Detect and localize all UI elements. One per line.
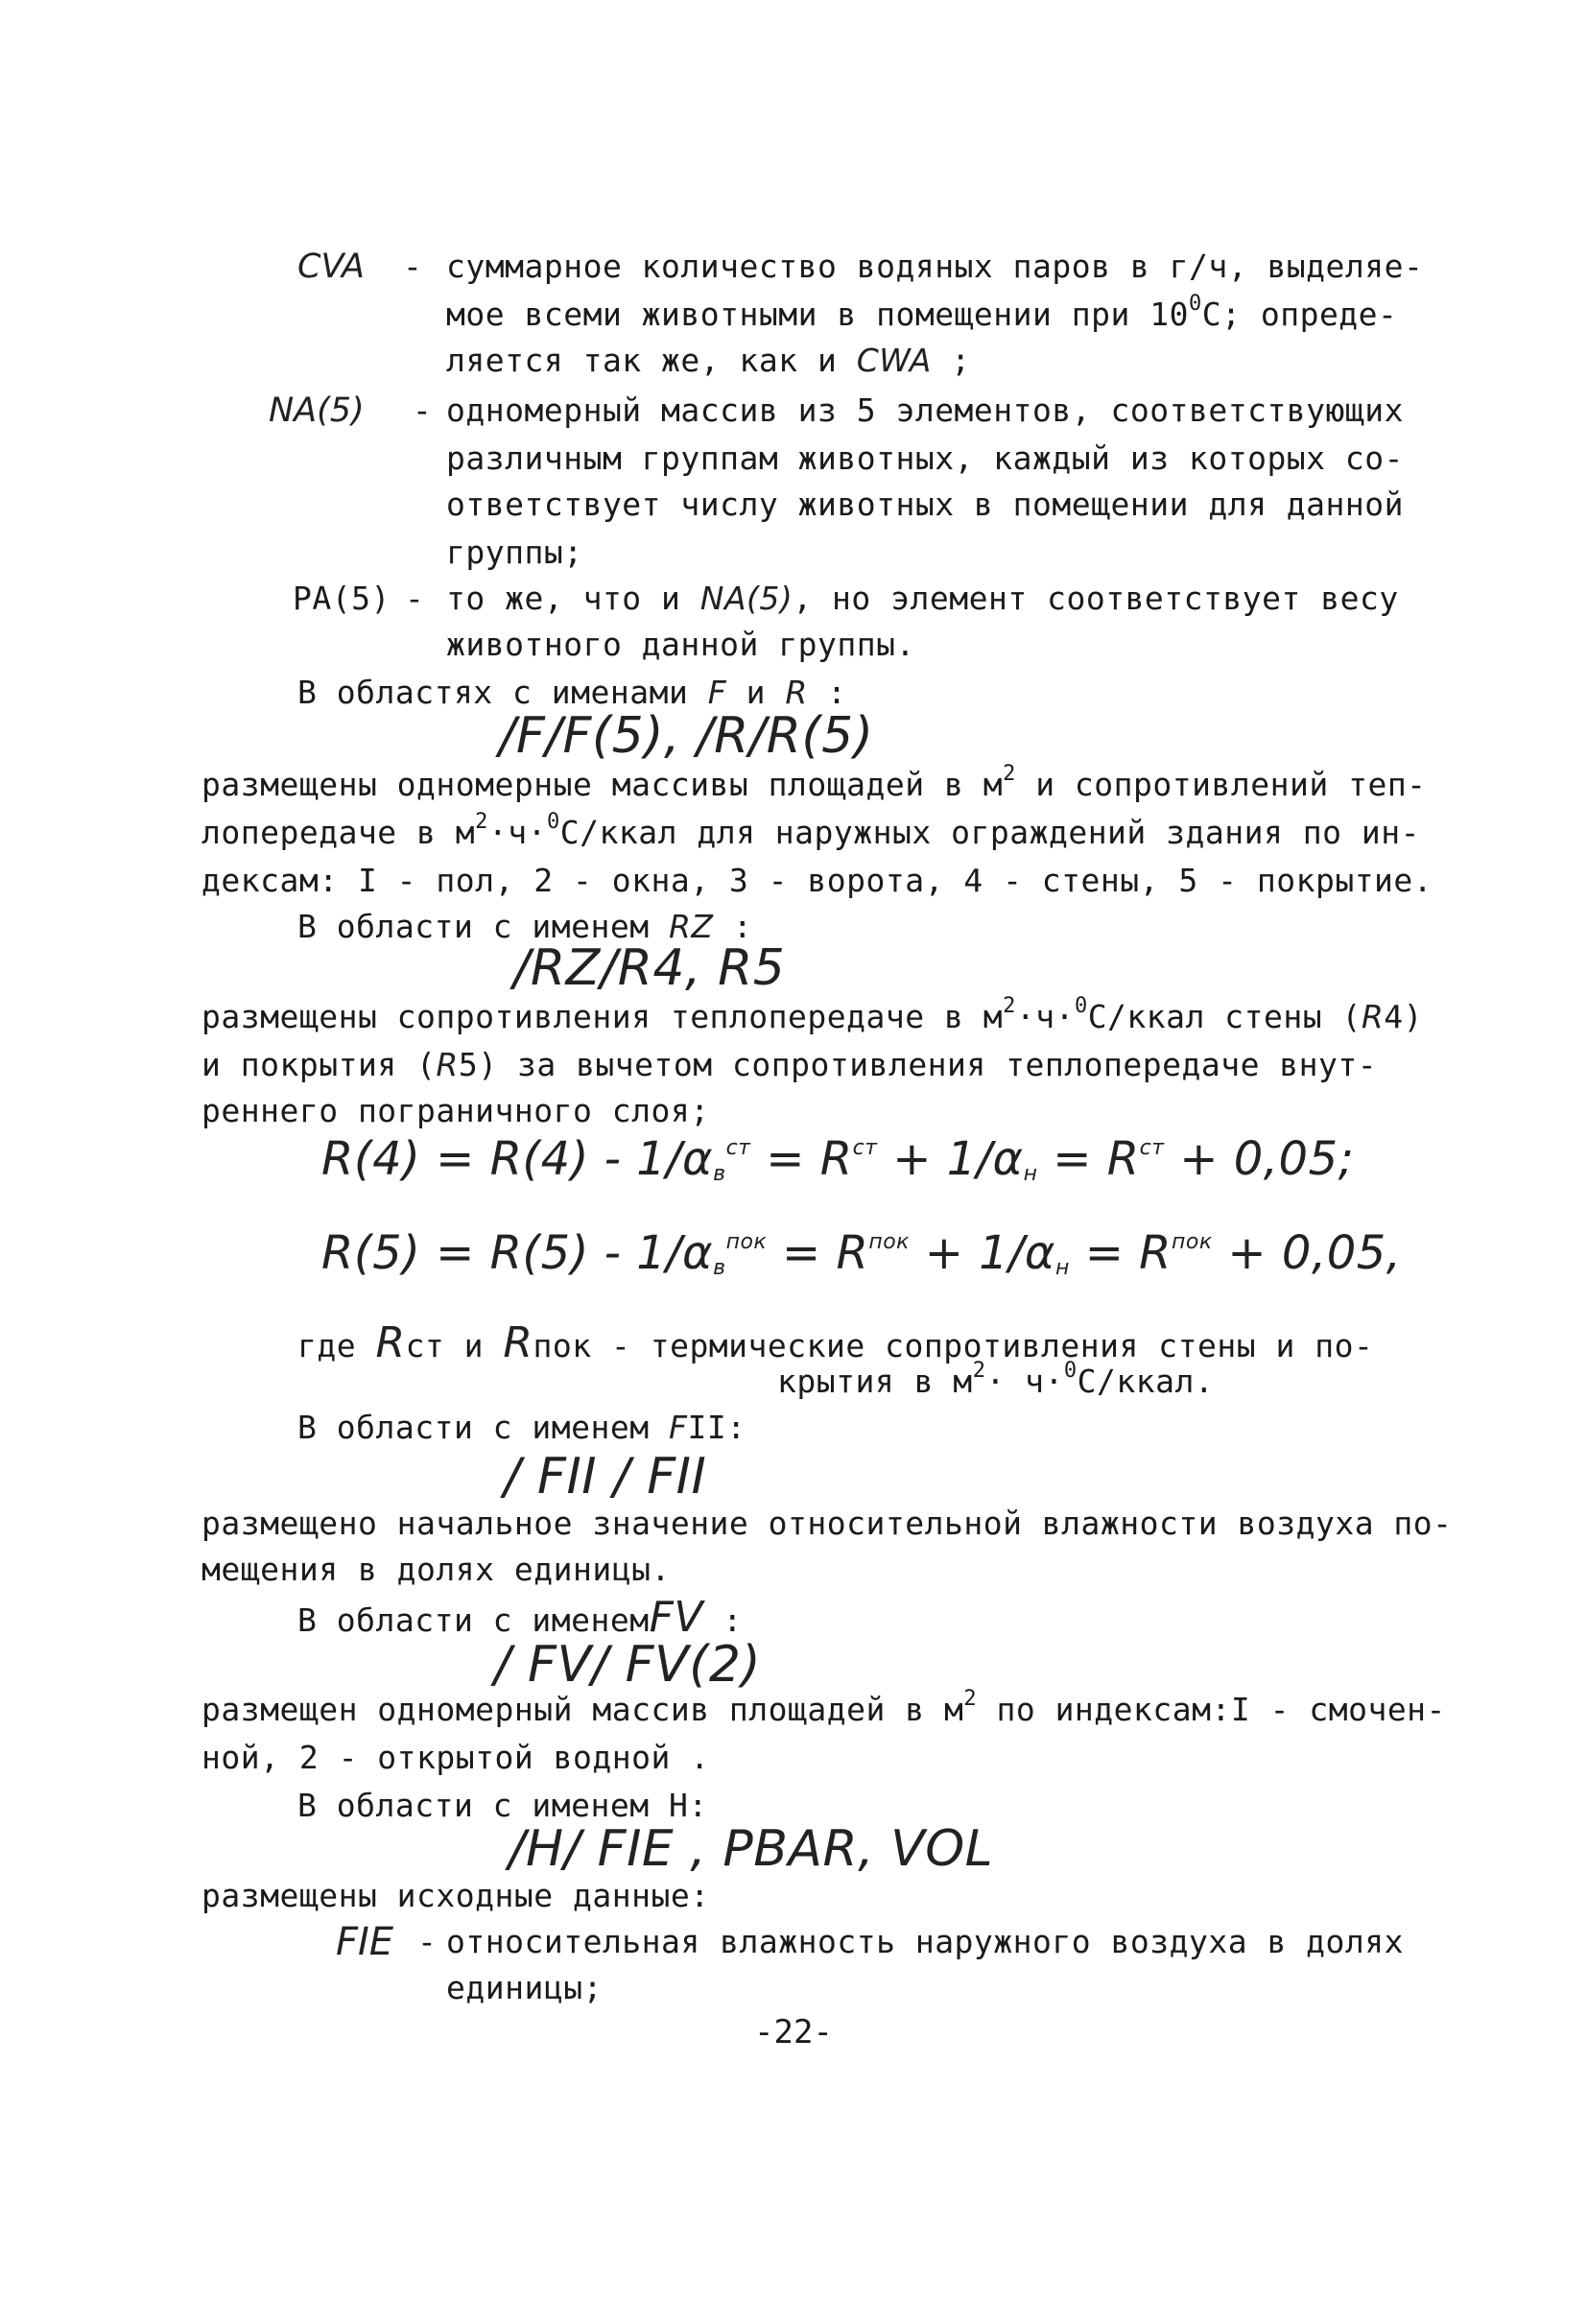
s3-formula: / FII / FII (504, 1448, 707, 1506)
s2-formula: /RZ/R4, R5 (513, 939, 786, 997)
s5-intro: В области с именем Н: (297, 1787, 708, 1824)
fie-line-1: относительная влажность наружного воздуха в долях (446, 1923, 1405, 1960)
na-line-2: различным группам животных, каждый из которых со- (446, 439, 1405, 477)
dash: - (417, 1923, 438, 1960)
s1-line-1: размещены одномерные массивы площадей в $м^2$ и сопротивлений теп- (201, 762, 1427, 803)
s4-intro: В области с именемFV : (297, 1593, 743, 1642)
equation-r5: $R(5) = R(5) - 1/\alpha в^{пок} = R^{пок} + 1/\alpha н = R^{пок} + 0,05$, (321, 1226, 1402, 1280)
na-line-1: одномерный массив из 5 элементов, соответствующих (446, 391, 1405, 429)
s1-line-2: лопередаче в $м^2\cdot ч\cdot^0С$/ккал для наружных ограждений здания по ин- (201, 810, 1420, 851)
s3-line-2: мещения в долях единицы. (201, 1551, 671, 1588)
cva-line-3: ляется так же, как и CWA ; (446, 342, 971, 379)
cva-line-1: суммарное количество водяных паров в г/ч, выделяе- (446, 248, 1424, 285)
cva-line-2: мое всеми животными в помещении при $10^0С$; опреде- (446, 292, 1398, 333)
s2-where-line-1: где Rст и Rпок - термические сопротивления стены и по- (297, 1318, 1374, 1367)
dash: - (403, 248, 423, 285)
s5-line-1: размещены исходные данные: (201, 1877, 710, 1914)
s2-line-1: размещены сопротивления теплопередаче в $м^2\cdot ч\cdot^0С$/ккал стены (R4) (201, 994, 1424, 1035)
page-number: -22- (754, 2013, 833, 2051)
pa-line-1: то же, что и NA(5), но элемент соответствует весу (446, 580, 1399, 617)
s2-intro: В области с именем RZ : (297, 908, 753, 945)
term-na5: NA(5) (269, 391, 365, 430)
s5-formula: /H/ FIE , PBAR, VOL (509, 1820, 994, 1878)
s2-line-2: и покрытия (R5) за вычетом сопротивления теплопередаче внут- (201, 1046, 1378, 1083)
s3-intro: В области с именем FII: (297, 1409, 746, 1446)
s4-line-1: размещен одномерный массив площадей в $м^2$ по индексам:I - смочен- (201, 1687, 1446, 1728)
na-line-3: ответствует числу животных в помещении для данной (446, 486, 1405, 523)
term-pa5: PA(5) (293, 580, 391, 617)
equation-r4: $R(4) = R(4) - 1/\alpha в^{ст} = R^{ст} + 1/\alpha н = R^{ст} + 0,05$; (321, 1132, 1355, 1186)
s2-where-line-2: крытия в $м^2\cdot$ ч·$^0$С/ккал. (777, 1359, 1215, 1400)
pa-line-2: животного данной группы. (446, 626, 915, 663)
dash: - (413, 391, 433, 429)
dash: - (405, 580, 425, 617)
s3-line-1: размещено начальное значение относительной влажности воздуха по- (201, 1505, 1453, 1542)
s4-line-2: ной, 2 - открытой водной . (201, 1739, 710, 1776)
s1-formula: /F/F(5), /R/R(5) (499, 707, 874, 765)
s1-intro: В областях с именами F и R : (297, 674, 847, 711)
term-cva: CVA (297, 248, 365, 286)
fie-line-2: единицы; (446, 1969, 603, 2006)
na-line-4: группы; (446, 534, 583, 571)
s2-line-3: реннего пограничного слоя; (201, 1092, 710, 1129)
s1-line-3: дексам: I - пол, 2 - окна, 3 - ворота, 4 - стены, 5 - покрытие. (201, 862, 1433, 899)
s4-formula: / FV/ FV(2) (494, 1636, 762, 1694)
term-fie: FIE (336, 1920, 394, 1964)
